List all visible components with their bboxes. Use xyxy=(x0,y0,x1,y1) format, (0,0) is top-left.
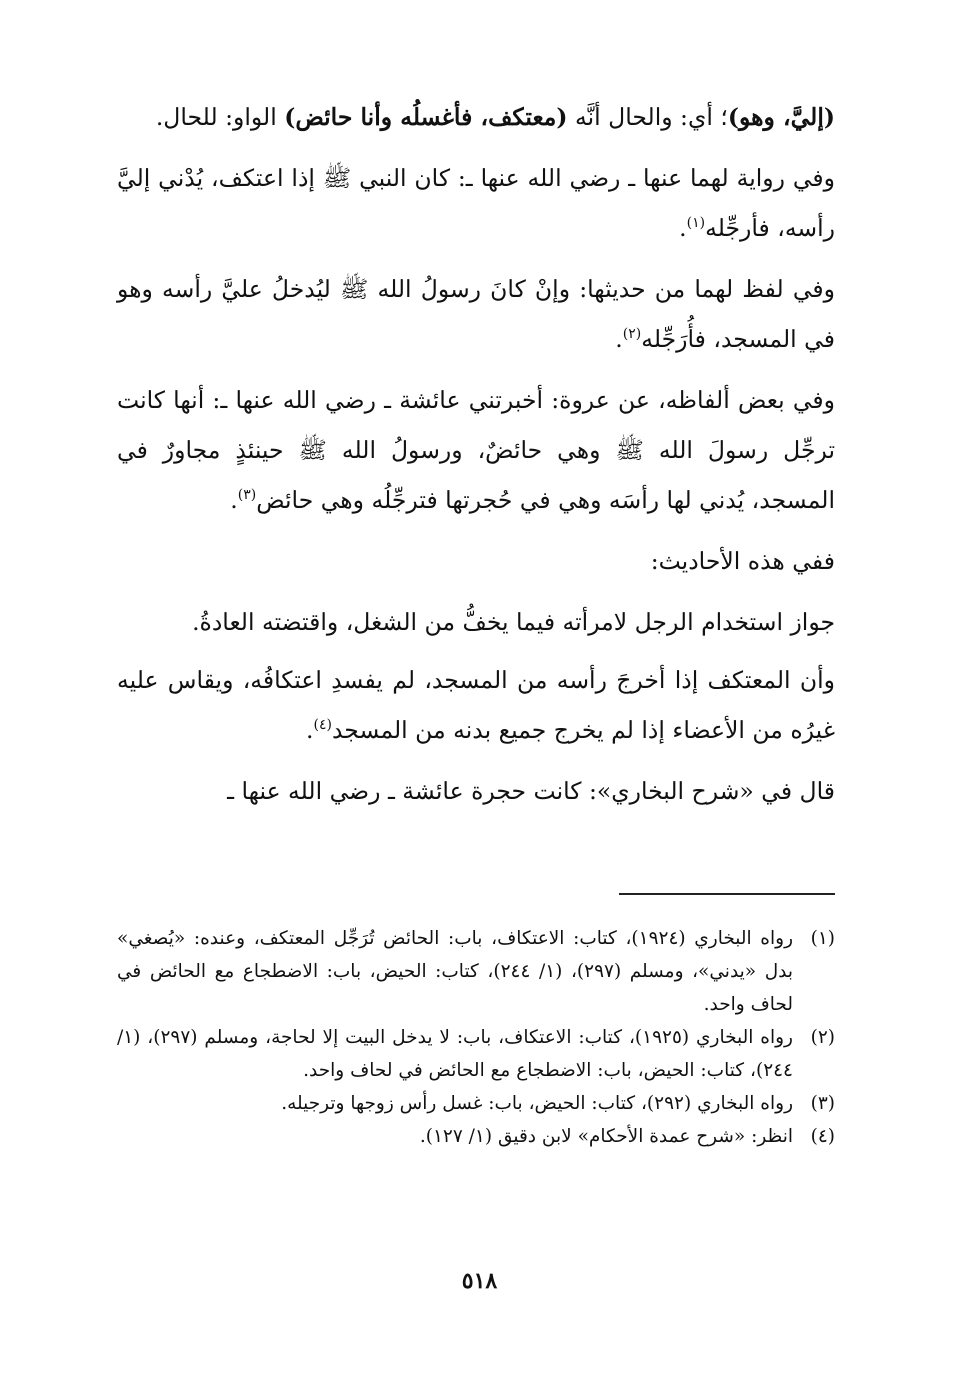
footnotes xyxy=(117,922,835,1153)
quoted-hadith-text: (إليَّ، وهو) xyxy=(727,103,835,131)
paragraph-5: ففي هذه الأحاديث: xyxy=(650,547,835,575)
footnote-text: رواه البخاري (١٩٢٤)، كتاب: الاعتكاف، باب: الحائض تُرَجِّل المعتكف، وعنده: «يُصغي» بدل «يدني»، ومسلم (٢٩٧)، (١/ ٢٤٤)، كتاب: الحيض، باب: الاضطجاع مع الحائض في لحاف واحد. xyxy=(117,928,794,1015)
paragraph-1 xyxy=(117,92,835,142)
footnote-ref[interactable]: (٤) xyxy=(313,717,332,733)
footnote-text: انظر: «شرح عمدة الأحكام» لابن دقيق (١/ ١٢٧). xyxy=(419,1126,793,1147)
footnote-number: (١) xyxy=(810,928,835,949)
footnote-number: (٣) xyxy=(810,1093,835,1114)
page-number: ٥١٨ xyxy=(461,1268,498,1294)
footnote-text: رواه البخاري (١٩٢٥)، كتاب: الاعتكاف، باب: لا يدخل البيت إلا لحاجة، ومسلم (٢٩٧)، (١/ ٢٤٤)، كتاب: الحيض، باب: الاضطجاع مع الحائض في لحاف واحد. xyxy=(117,1027,793,1081)
footnote-number: (٤) xyxy=(810,1126,835,1147)
footnote-1 xyxy=(117,922,835,1021)
paragraph-3 xyxy=(117,264,835,364)
footnote-ref[interactable]: (٣) xyxy=(237,487,257,503)
paragraph-7 xyxy=(117,655,835,755)
commentary-text: الواو: للحال. xyxy=(155,103,285,131)
footnote-ref[interactable]: (٢) xyxy=(622,326,642,342)
quoted-hadith-text: (معتكف، فأغسلُه وأنا حائض) xyxy=(284,103,568,131)
paragraph-text: وأن المعتكف إذا أخرجَ رأسه من المسجد، لم يفسدِ اعتكافُه، ويقاس عليه غيرُه من الأعضاء إذا لم يخرج جميع بدنه من المسجد xyxy=(117,666,835,744)
paragraph-4 xyxy=(117,375,835,525)
paragraph-text: وفي رواية لهما عنها ـ رضي الله عنها ـ: كان النبي ﷺ إذا اعتكف، يُدْني إليَّ رأسه، فأرجِّله xyxy=(117,164,835,242)
paragraph-end: . xyxy=(306,716,314,744)
footnote-divider xyxy=(619,893,835,895)
footnote-number: (٢) xyxy=(810,1027,835,1048)
paragraph-end: . xyxy=(679,214,687,242)
paragraph-2 xyxy=(117,153,835,253)
commentary-text: ؛ أي: والحال أنَّه xyxy=(567,103,728,131)
footnote-text: رواه البخاري (٢٩٢)، كتاب: الحيض، باب: غسل رأس زوجها وترجيله. xyxy=(281,1093,793,1114)
paragraph-6: جواز استخدام الرجل لامرأته فيما يخفُّ من الشغل، واقتضته العادةُ. xyxy=(192,608,835,636)
main-text xyxy=(117,92,835,816)
paragraph-text: وفي بعض ألفاظه، عن عروة: أخبرتني عائشة ـ رضي الله عنها ـ: أنها كانت ترجِّل رسولَ الله ﷺ وهي حائضٌ، ورسولُ الله ﷺ حينئذٍ مجاورٌ في المسجد، يُدني لها رأسَه وهي في حُجرتها فترجِّلُه وهي حائض xyxy=(117,386,835,514)
paragraph-8: قال في «شرح البخاري»: كانت حجرة عائشة ـ رضي الله عنها ـ xyxy=(227,777,835,805)
footnote-3 xyxy=(117,1087,835,1120)
footnote-ref[interactable]: (١) xyxy=(686,215,706,231)
paragraph-end: . xyxy=(230,486,238,514)
footnote-4 xyxy=(117,1120,835,1153)
paragraph-end: . xyxy=(615,325,623,353)
footnote-2 xyxy=(117,1021,835,1087)
paragraph-text: وفي لفظ لهما من حديثها: وإنْ كانَ رسولُ الله ﷺ ليُدخلُ عليَّ رأسه وهو في المسجد، فأُرَجِّله xyxy=(117,275,835,353)
